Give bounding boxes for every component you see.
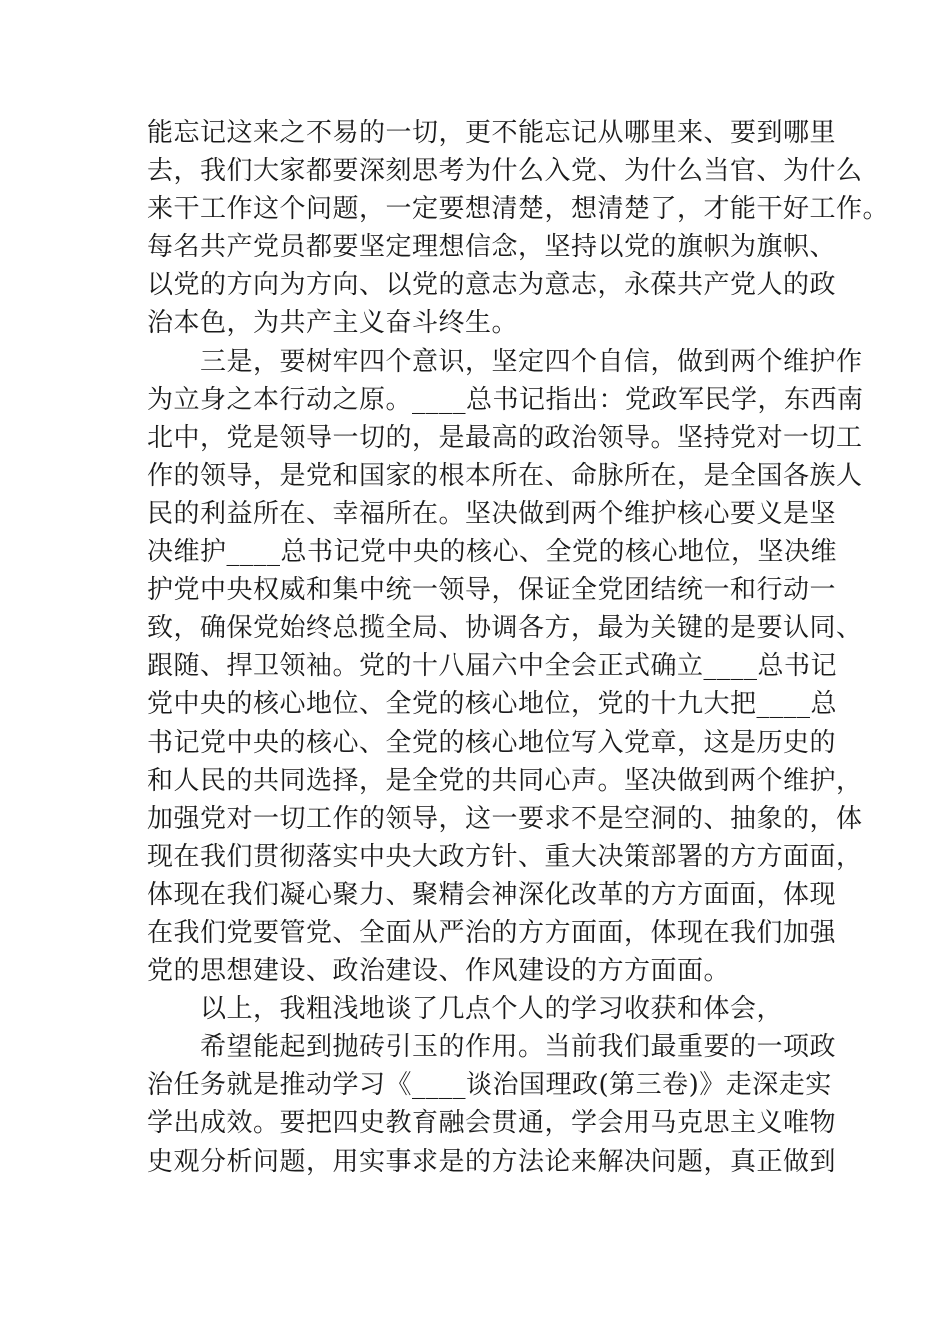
text-line: 能忘记这来之不易的一切，更不能忘记从哪里来、要到哪里: [147, 118, 837, 148]
text-line: 治任务就是推动学习《____谈治国理政(第三卷)》走深走实: [147, 1070, 832, 1101]
text-line: 党中央的核心地位、全党的核心地位，党的十九大把____总: [147, 689, 838, 720]
text-line: 来干工作这个问题，一定要想清楚，想清楚了，才能干好工作。: [147, 194, 890, 225]
text-line: 以党的方向为方向、以党的意志为意志，永葆共产党人的政: [147, 270, 837, 301]
text-line: 加强党对一切工作的领导，这一要求不是空洞的、抽象的，体: [147, 803, 863, 834]
text-line: 致，确保党始终总揽全局、协调各方，最为关键的是要认同、: [147, 613, 863, 644]
text-line: 书记党中央的核心、全党的核心地位写入党章，这是历史的: [147, 727, 837, 758]
text-line: 党的思想建设、政治建设、作风建设的方方面面。: [147, 956, 731, 987]
text-line: 史观分析问题，用实事求是的方法论来解决问题，真正做到: [147, 1146, 837, 1177]
text-line: 治本色，为共产主义奋斗终生。: [147, 308, 519, 339]
text-line: 跟随、捍卫领袖。党的十八届六中全会正式确立____总书记: [147, 651, 838, 682]
text-line: 作的领导，是党和国家的根本所在、命脉所在，是全国各族人: [147, 460, 863, 491]
document-body: [147, 114, 890, 1181]
paragraph-start-line: 以上，我粗浅地谈了几点个人的学习收获和体会，: [147, 994, 784, 1025]
text-line: 和人民的共同选择，是全党的共同心声。坚决做到两个维护，: [147, 765, 863, 796]
text-line: 为立身之本行动之原。____总书记指出：党政军民学，东西南: [147, 384, 864, 415]
text-line: 民的利益所在、幸福所在。坚决做到两个维护核心要义是坚: [147, 498, 837, 529]
text-line: 每名共产党员都要坚定理想信念，坚持以党的旗帜为旗帜、: [147, 232, 837, 263]
text-line: 决维护____总书记党中央的核心、全党的核心地位，坚决维: [147, 537, 838, 568]
paragraph-start-line: 三是，要树牢四个意识，坚定四个自信，做到两个维护作: [147, 346, 863, 377]
text-line: 去，我们大家都要深刻思考为什么入党、为什么当官、为什么: [147, 156, 863, 187]
text-line: 护党中央权威和集中统一领导，保证全党团结统一和行动一: [147, 575, 837, 606]
text-line: 北中，党是领导一切的，是最高的政治领导。坚持党对一切工: [147, 422, 863, 453]
text-line: 学出成效。要把四史教育融会贯通，学会用马克思主义唯物: [147, 1108, 837, 1139]
paragraph-start-line: 希望能起到抛砖引玉的作用。当前我们最重要的一项政: [147, 1032, 837, 1063]
text-line: 现在我们贯彻落实中央大政方针、重大决策部署的方方面面，: [147, 841, 863, 872]
text-line: 在我们党要管党、全面从严治的方方面面，体现在我们加强: [147, 917, 837, 948]
text-line: 体现在我们凝心聚力、聚精会神深化改革的方方面面，体现: [147, 879, 837, 910]
